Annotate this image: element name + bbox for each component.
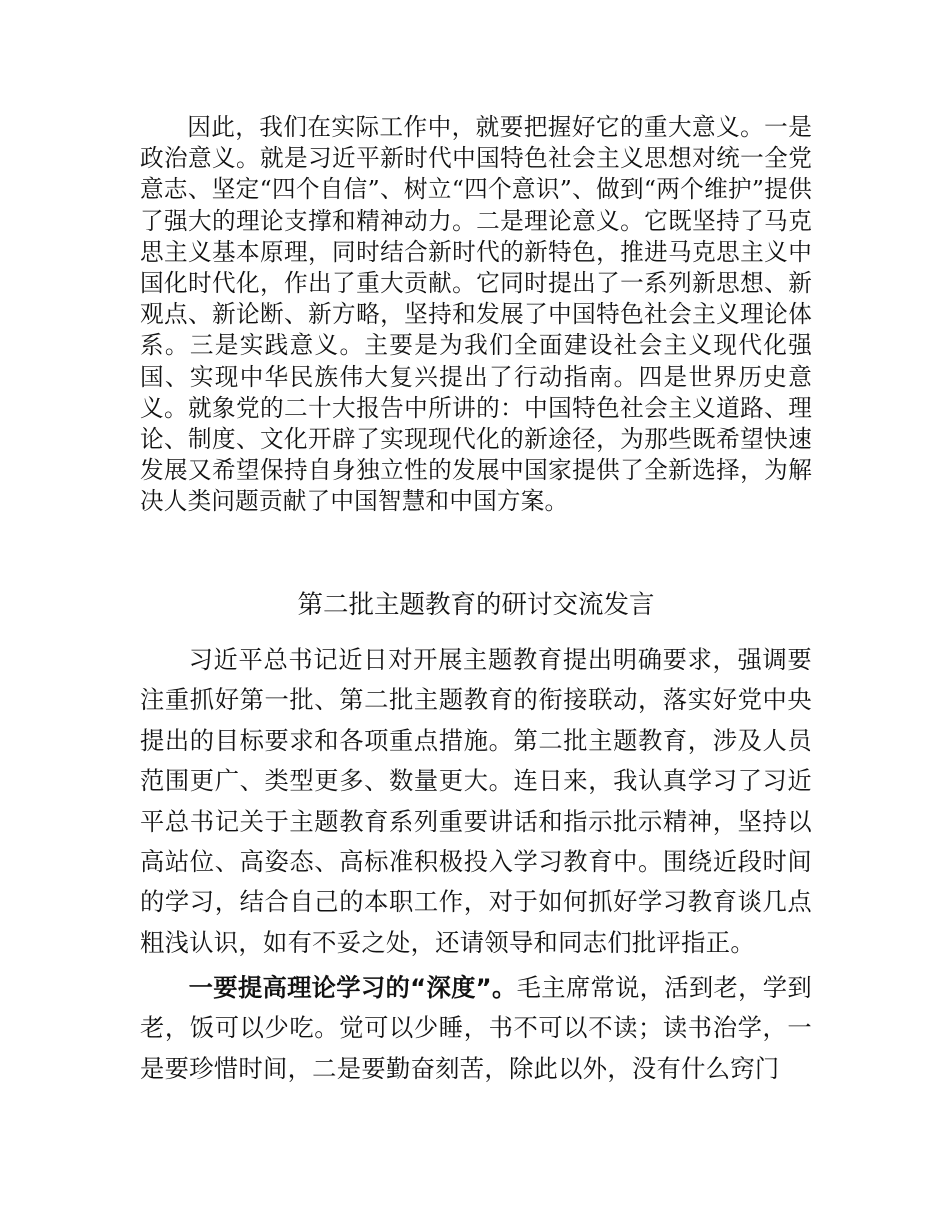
paragraph-introduction: 习近平总书记近日对开展主题教育提出明确要求，强调要注重抓好第一批、第二批主题教育的衔接联动，落实好党中央提出的目标要求和各项重点措施。第二批主题教育，涉及人员范围更广、类型更多、数量更大。连日来，我认真学习了习近平总书记关于主题教育系列重要讲话和指示批示精神，坚持以高站位、高姿态、高标准积极投入学习教育中。围绕近段时间的学习，结合自己的本职工作，对于如何抓好学习教育谈几点粗浅认识，如有不妥之处，还请领导和同志们批评指正。 bbox=[140, 645, 812, 957]
paragraph-first-point bbox=[140, 968, 812, 1089]
first-point-lead: 一要提高理论学习的“深度”。 bbox=[188, 973, 517, 1002]
paragraph-significance: 因此，我们在实际工作中，就要把握好它的重大意义。一是政治意义。就是习近平新时代中国特色社会主义思想对统一全党意志、坚定“四个自信”、树立“四个意识”、做到“两个维护”提供了强大的理论支撑和精神动力。二是理论意义。它既坚持了马克思主义基本原理，同时结合新时代的新特色，推进马克思主义中国化时代化，作出了重大贡献。它同时提出了一系列新思想、新观点、新论断、新方略，坚持和发展了中国特色社会主义理论体系。三是实践意义。主要是为我们全面建设社会主义现代化强国、实现中华民族伟大复兴提出了行动指南。四是世界历史意义。就象党的二十大报告中所讲的：中国特色社会主义道路、理论、制度、文化开辟了实现现代化的新途径，为那些既希望快速发展又希望保持自身独立性的发展中国家提供了全新选择，为解决人类问题贡献了中国智慧和中国方案。 bbox=[140, 113, 812, 516]
section-heading: 第二批主题教育的研讨交流发言 bbox=[297, 590, 655, 620]
first-point-body: 毛主席常说，活到老，学到老，饭可以少吃。觉可以少睡，书不可以不读；读书治学，一是要珍惜时间，二是要勤奋刻苦，除此以外，没有什么窍门 bbox=[140, 973, 812, 1083]
